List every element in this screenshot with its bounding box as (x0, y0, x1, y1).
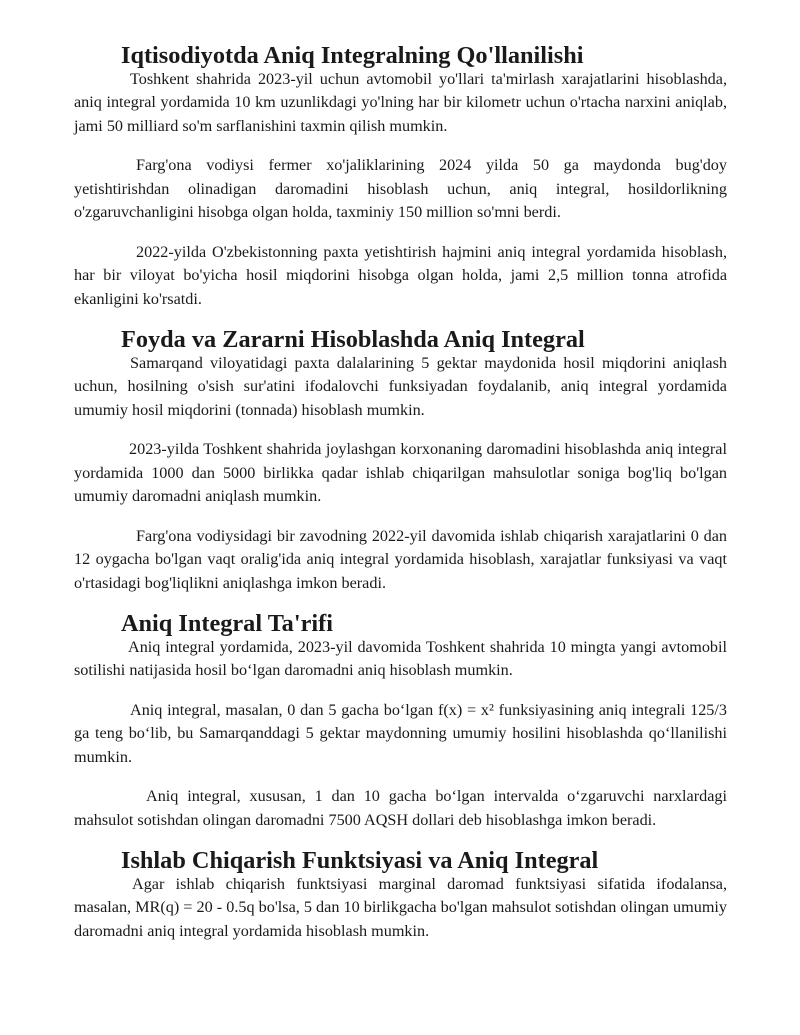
paragraph: Toshkent shahrida 2023-yil uchun avtomobil yo'llari ta'mirlash xarajatlarini hisoblashda, aniq integral yordamida 10 km uzunlikdagi yo'lning har bir kilometr uchun o'rtacha narxini aniqlab, jami 50 milliard so'm sarflanishini taxmin qilish mumkin. (74, 69, 727, 135)
paragraph: 2022-yilda O'zbekistonning paxta yetishtirish hajmini aniq integral yordamida hisoblash, har bir viloyat bo'yicha hosil miqdorini hisobga olgan holda, jami 2,5 million tonna atrofida ekanligini ko'rsatdi. (74, 242, 727, 308)
paragraph: Farg'ona vodiysi fermer xo'jaliklarining 2024 yilda 50 ga maydonda bug'doy yetishtirishdan olinadigan daromadini hisoblash uchun, aniq integral, hosildorlikning o'zgaruvchanligini hisobga olgan holda, taxminiy 150 million so'mni berdi. (74, 156, 727, 221)
section-heading: Aniq Integral Ta'rifi (121, 610, 333, 637)
paragraph: Aniq integral, xususan, 1 dan 10 gacha bo‘lgan intervalda o‘zgaruvchi narxlardagi mahsulot sotishdan olingan daromadni 7500 AQSH dollari deb hisoblashga imkon beradi. (74, 787, 727, 829)
paragraph: Aniq integral yordamida, 2023-yil davomida Toshkent shahrida 10 mingta yangi avtomobil sotilishi natijasida hosil bo‘lgan daromadni aniq hisoblash mumkin. (74, 637, 727, 679)
paragraph: Samarqand viloyatidagi paxta dalalarining 5 gektar maydonida hosil miqdorini aniqlash uchun, hosilning o'sish sur'atini ifodalovchi funksiyadan foydalanib, aniq integral yordamida umumiy hosil miqdorini (tonnada) hisoblash mumkin. (74, 353, 727, 419)
paragraph: Farg'ona vodiysidagi bir zavodning 2022-yil davomida ishlab chiqarish xarajatlarini 0 dan 12 oygacha bo'lgan vaqt oralig'ida aniq integral yordamida hisoblash, xarajatlar funksiyasi va vaqt o'rtasidagi bog'liqlikni aniqlashga imkon beradi. (74, 526, 727, 592)
section-heading: Iqtisodiyotda Aniq Integralning Qo'llanilishi (121, 42, 584, 69)
paragraph: 2023-yilda Toshkent shahrida joylashgan korxonaning daromadini hisoblashda aniq integral yordamida 1000 dan 5000 birlikka qadar ishlab chiqarilgan mahsulotlar soniga bog'liq bo'lgan umumiy daromadni aniqlash mumkin. (74, 440, 727, 505)
document-page (74, 44, 727, 943)
paragraph: Agar ishlab chiqarish funktsiyasi marginal daromad funktsiyasi sifatida ifodalansa, masalan, MR(q) = 20 - 0.5q bo'lsa, 5 dan 10 birlikgacha bo'lgan mahsulot sotishdan olingan umumiy daromadni aniq integral yordamida hisoblash mumkin. (74, 874, 727, 940)
paragraph: Aniq integral, masalan, 0 dan 5 gacha bo‘lgan f(x) = x² funksiyasining aniq integrali 125/3 ga teng bo‘lib, bu Samarqanddagi 5 gektar maydonning umumiy hosilini hisoblashda qo‘llanilishi mumkin. (74, 700, 727, 766)
section-heading: Ishlab Chiqarish Funktsiyasi va Aniq Integral (121, 847, 599, 874)
section-heading: Foyda va Zararni Hisoblashda Aniq Integral (121, 326, 585, 353)
